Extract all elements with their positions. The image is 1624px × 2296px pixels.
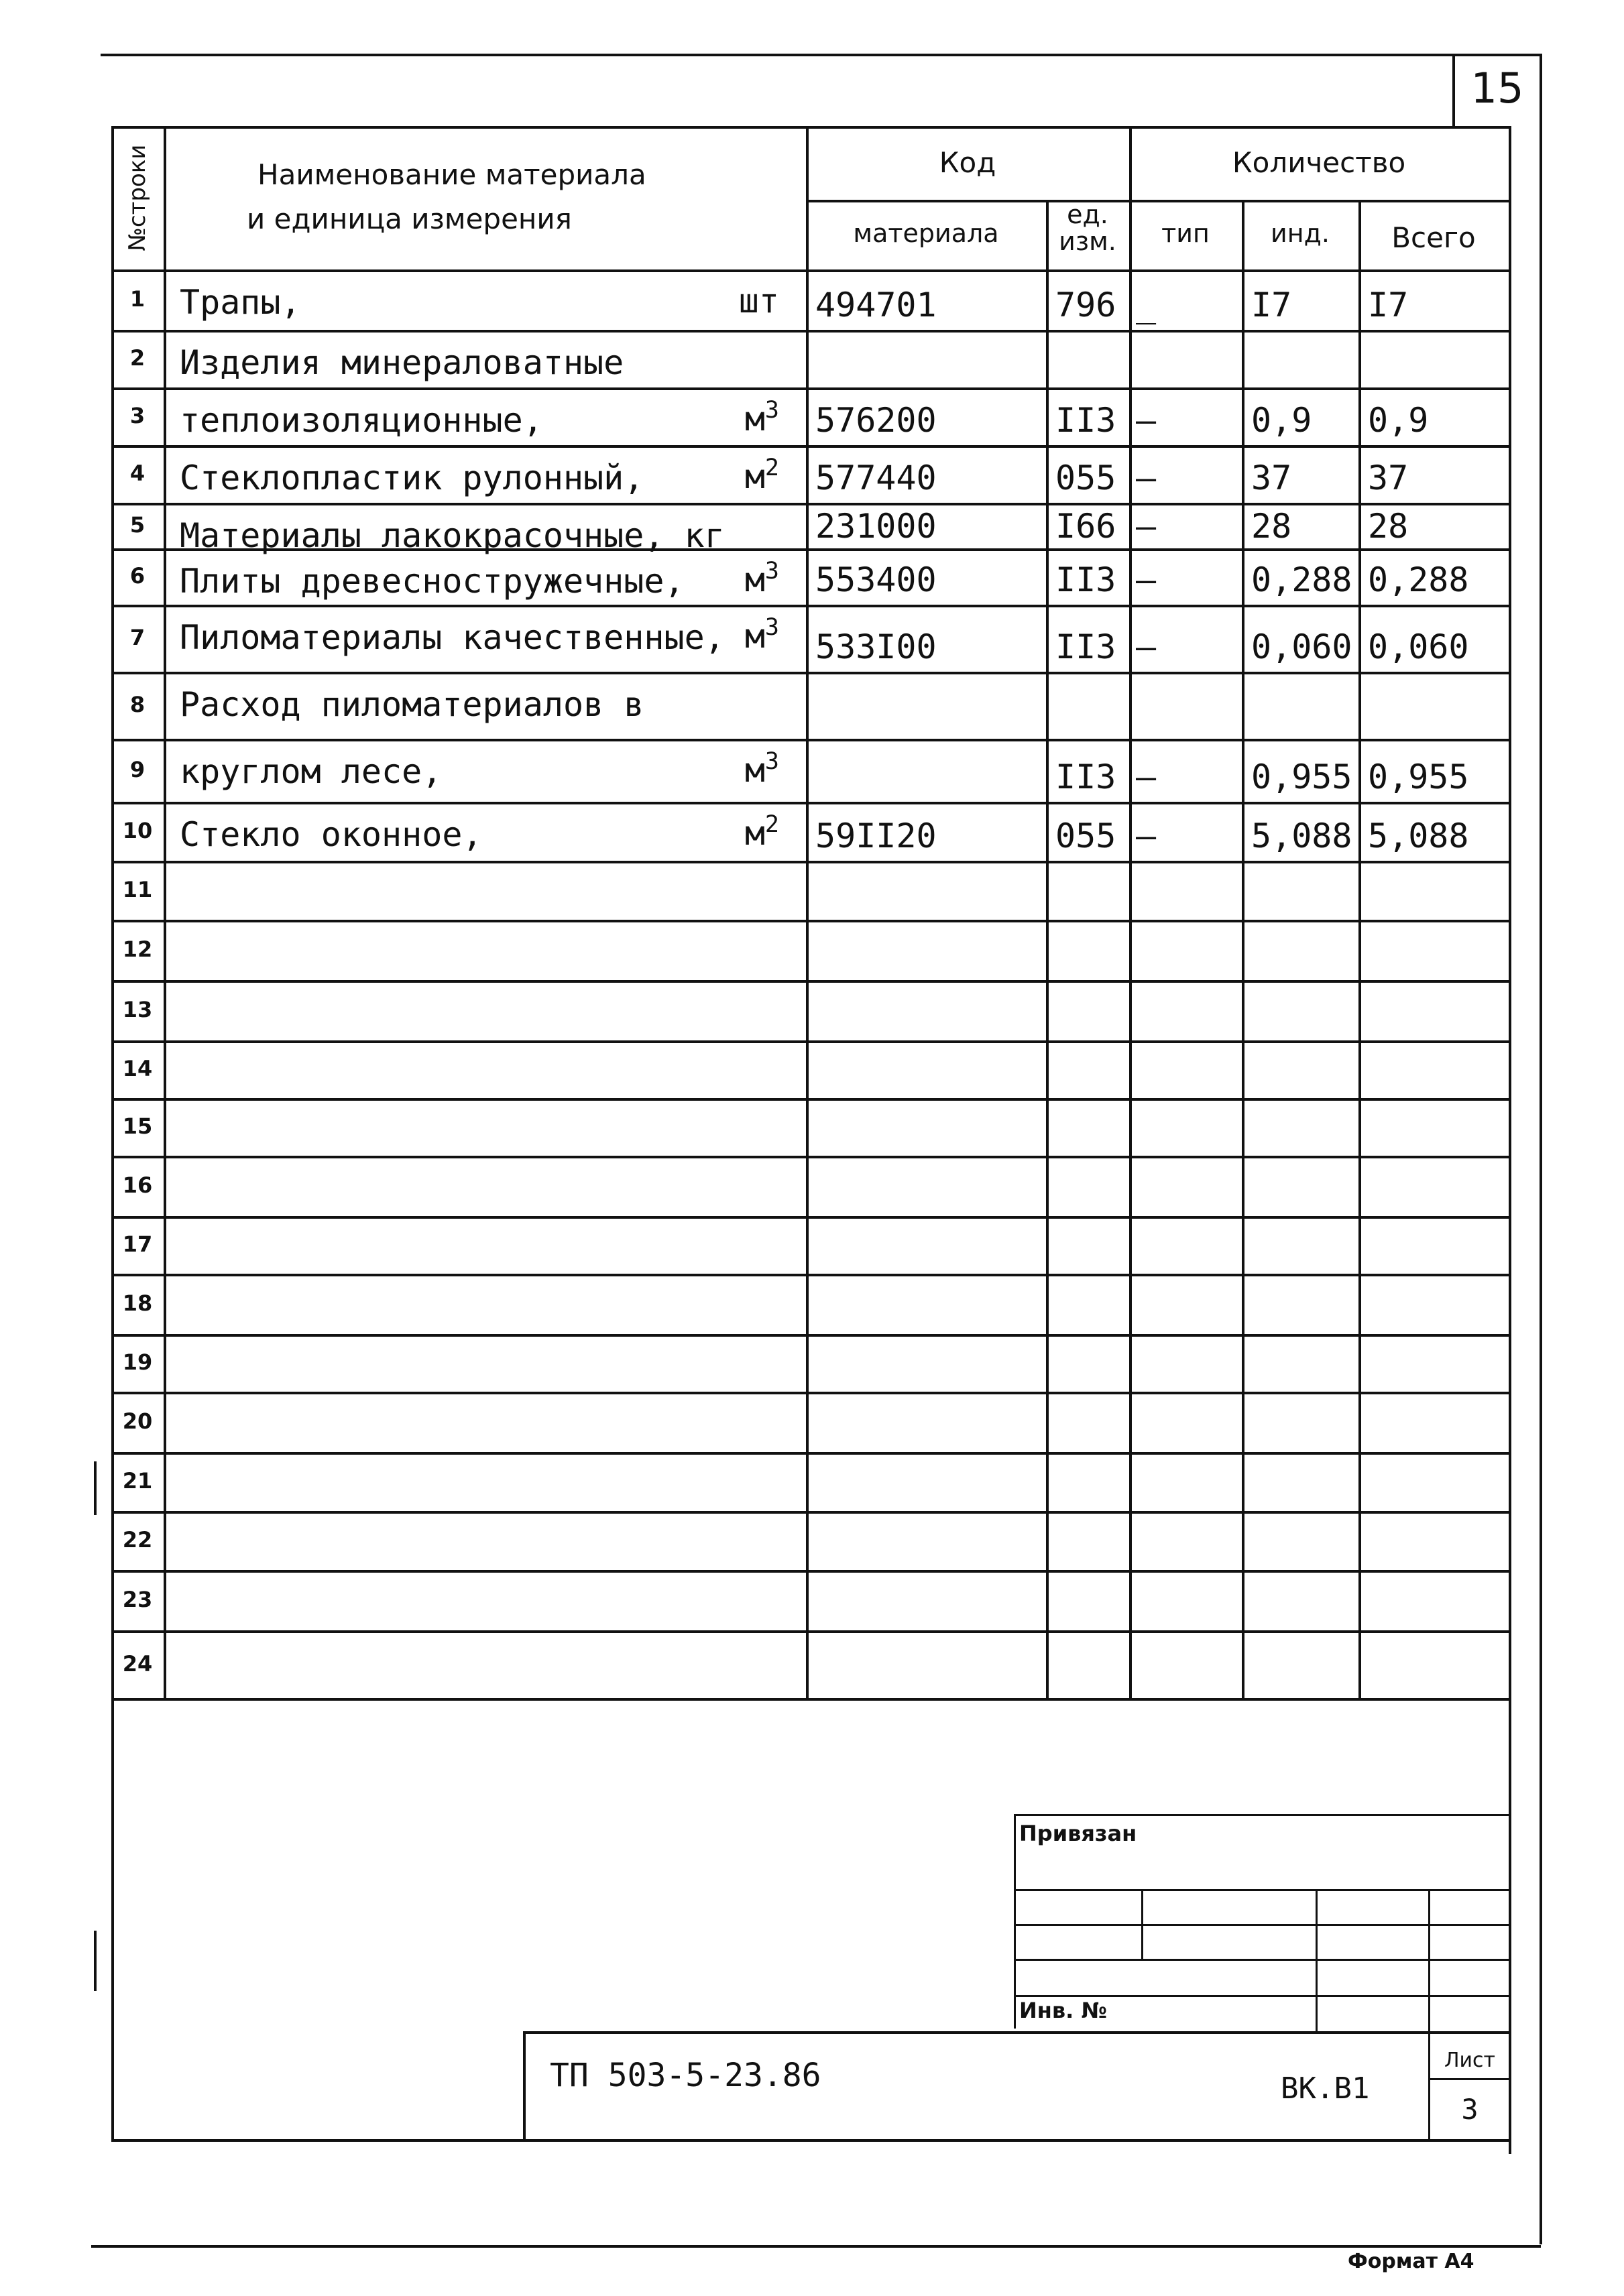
material-name-cell bbox=[164, 548, 806, 605]
unit-code: 055 bbox=[1055, 459, 1116, 497]
unit-exponent: 3 bbox=[764, 613, 779, 641]
qty-ind: 0,9 bbox=[1251, 401, 1312, 440]
row-number: 18 bbox=[122, 1290, 153, 1316]
qty-ind-header: инд. bbox=[1271, 219, 1330, 248]
unit-code: 055 bbox=[1055, 817, 1116, 855]
top-line bbox=[101, 54, 1542, 56]
material-name: круглом лесе, bbox=[180, 752, 443, 791]
material-code: 553400 bbox=[815, 560, 937, 599]
row-number: 2 bbox=[129, 345, 146, 371]
qty-ind: 5,088 bbox=[1251, 817, 1352, 855]
row-number: 3 bbox=[129, 403, 146, 428]
stamp-vline-3 bbox=[1428, 1889, 1430, 2034]
unit-base: шт bbox=[738, 282, 779, 320]
table-row bbox=[111, 330, 1510, 387]
material-name-cell bbox=[164, 387, 806, 445]
margin-tick-1 bbox=[94, 1461, 97, 1515]
sheet-box-mid bbox=[1428, 2078, 1509, 2080]
unit-exponent: 2 bbox=[764, 454, 779, 481]
unit-exponent: 3 bbox=[764, 747, 779, 775]
table-row bbox=[111, 1630, 1510, 1698]
material-name-cell bbox=[164, 1156, 806, 1216]
title-block-left bbox=[523, 2031, 526, 2140]
unit-base: м bbox=[744, 457, 765, 496]
table-row bbox=[111, 920, 1510, 980]
row-number: 12 bbox=[122, 936, 153, 962]
qty-total: 5,088 bbox=[1368, 817, 1469, 855]
material-code: 576200 bbox=[815, 401, 937, 440]
qty-total: 0,060 bbox=[1368, 627, 1469, 666]
sheet-label: Лист bbox=[1444, 2049, 1496, 2072]
outer-bottom-line bbox=[91, 2245, 1541, 2248]
material-code: 59II20 bbox=[815, 817, 937, 855]
material-unit bbox=[744, 454, 779, 496]
material-name: Трапы, bbox=[180, 283, 301, 322]
stamp-vline-2 bbox=[1316, 1889, 1318, 2034]
stamp-line-5 bbox=[1014, 1995, 1510, 1997]
qty-ind: 0,288 bbox=[1251, 560, 1352, 599]
material-name-cell bbox=[164, 920, 806, 980]
material-unit bbox=[744, 747, 779, 790]
table-row bbox=[111, 1274, 1510, 1334]
qty-type: – bbox=[1136, 627, 1157, 666]
material-name-cell bbox=[164, 1098, 806, 1156]
row-number: 9 bbox=[129, 757, 146, 782]
material-name-cell bbox=[164, 269, 806, 330]
row-number: 6 bbox=[129, 563, 146, 589]
material-code: 533I00 bbox=[815, 627, 937, 666]
title-block-top bbox=[523, 2031, 1510, 2034]
table-row bbox=[111, 445, 1510, 503]
row-number: 14 bbox=[122, 1056, 153, 1081]
qty-type: – bbox=[1136, 507, 1157, 546]
row-number: 15 bbox=[122, 1113, 153, 1139]
qty-type-header: тип bbox=[1161, 219, 1210, 248]
material-name-cell bbox=[164, 503, 806, 555]
material-name-cell bbox=[164, 1570, 806, 1630]
table-row bbox=[111, 1040, 1510, 1098]
unit-base: м bbox=[744, 617, 765, 656]
unit-exponent: 3 bbox=[764, 557, 779, 585]
qty-ind: 0,955 bbox=[1251, 758, 1352, 796]
material-name-cell bbox=[164, 1452, 806, 1511]
code-unit-line2: изм. bbox=[1059, 227, 1116, 256]
document-code: ТП 503-5-23.86 bbox=[550, 2057, 821, 2094]
material-name-cell bbox=[164, 1511, 806, 1570]
margin-tick-2 bbox=[94, 1931, 97, 1991]
stamp-line-4 bbox=[1014, 1959, 1510, 1961]
table-bottom-line bbox=[111, 1698, 1510, 1701]
unit-exponent: 3 bbox=[764, 396, 779, 424]
material-name: Изделия минераловатные bbox=[180, 343, 624, 382]
header-mid-line bbox=[806, 200, 1510, 202]
unit-base: м bbox=[744, 400, 765, 438]
qty-type: – bbox=[1136, 560, 1157, 599]
row-number: 21 bbox=[122, 1468, 153, 1494]
qty-total: 28 bbox=[1368, 507, 1409, 546]
row-number: 22 bbox=[122, 1527, 153, 1553]
material-name-cell bbox=[164, 739, 806, 802]
table-row bbox=[111, 387, 1510, 445]
code-header: Код bbox=[939, 146, 996, 179]
code-material-header: материала bbox=[853, 219, 999, 248]
material-name-cell bbox=[164, 980, 806, 1040]
material-name-cell bbox=[164, 1274, 806, 1334]
qty-type: – bbox=[1136, 459, 1157, 497]
row-number: 19 bbox=[122, 1349, 153, 1375]
qty-total: I7 bbox=[1368, 286, 1409, 324]
table-row bbox=[111, 605, 1510, 672]
inv-no-label: Инв. № bbox=[1019, 1998, 1107, 2023]
row-number: 8 bbox=[129, 692, 146, 717]
table-row bbox=[111, 503, 1510, 555]
material-name: Стеклопластик рулонный, bbox=[180, 459, 644, 497]
material-name: теплоизоляционные, bbox=[180, 401, 543, 440]
unit-code: I66 bbox=[1055, 507, 1116, 546]
unit-code: II3 bbox=[1055, 560, 1116, 599]
qty-ind: 28 bbox=[1251, 507, 1292, 546]
qty-total-header: Всего bbox=[1391, 221, 1476, 254]
material-name-cell bbox=[164, 672, 806, 739]
row-number: 17 bbox=[122, 1231, 153, 1257]
table-top-border bbox=[111, 126, 1510, 129]
material-name: Плиты древесностружечные, bbox=[180, 562, 685, 601]
table-row bbox=[111, 548, 1510, 605]
qty-type: _ bbox=[1136, 286, 1157, 324]
material-unit bbox=[744, 613, 779, 656]
unit-base: м bbox=[744, 814, 765, 853]
qty-total: 37 bbox=[1368, 459, 1409, 497]
row-number: 16 bbox=[122, 1172, 153, 1198]
unit-code: 796 bbox=[1055, 286, 1116, 324]
code-unit-header bbox=[1046, 201, 1129, 255]
material-unit bbox=[744, 396, 779, 438]
qty-ind: I7 bbox=[1251, 286, 1292, 324]
table-row bbox=[111, 1452, 1510, 1511]
unit-code: II3 bbox=[1055, 401, 1116, 440]
material-code: 494701 bbox=[815, 286, 937, 324]
qty-type: – bbox=[1136, 401, 1157, 440]
table-row bbox=[111, 980, 1510, 1040]
unit-base: м bbox=[744, 560, 765, 599]
table-row bbox=[111, 1334, 1510, 1392]
material-name: Расход пиломатериалов в bbox=[180, 685, 644, 724]
row-number: 1 bbox=[129, 286, 146, 312]
table-row bbox=[111, 1216, 1510, 1274]
qty-type: – bbox=[1136, 817, 1157, 855]
unit-exponent: 2 bbox=[764, 810, 779, 838]
material-name-cell bbox=[164, 330, 806, 387]
material-name-cell bbox=[164, 1216, 806, 1274]
privyazan-label: Привязан bbox=[1019, 1821, 1137, 1846]
qty-total: 0,288 bbox=[1368, 560, 1469, 599]
material-name-cell bbox=[164, 445, 806, 503]
row-number: 23 bbox=[122, 1587, 153, 1612]
material-name-cell bbox=[164, 861, 806, 920]
table-row bbox=[111, 861, 1510, 920]
material-name-cell bbox=[164, 1392, 806, 1452]
material-name-cell bbox=[164, 1040, 806, 1098]
material-unit bbox=[744, 810, 779, 853]
material-unit bbox=[739, 282, 779, 320]
stamp-vline-1 bbox=[1141, 1889, 1143, 1959]
row-number: 4 bbox=[129, 461, 146, 486]
qty-type: – bbox=[1136, 758, 1157, 796]
material-name-cell bbox=[164, 1630, 806, 1698]
unit-code: II3 bbox=[1055, 758, 1116, 796]
table-row bbox=[111, 802, 1510, 861]
sheet-box-left bbox=[1428, 2031, 1430, 2140]
page-number: 15 bbox=[1470, 64, 1524, 113]
table-row bbox=[111, 1098, 1510, 1156]
material-name-cell bbox=[164, 605, 806, 672]
row-number: 11 bbox=[122, 877, 153, 902]
frame-bottom bbox=[111, 2139, 1510, 2142]
stamp-top-line bbox=[1014, 1814, 1510, 1816]
table-row bbox=[111, 269, 1510, 330]
material-name: Пиломатериалы качественные, bbox=[180, 618, 725, 657]
table-row bbox=[111, 1511, 1510, 1570]
page-number-box-right bbox=[1540, 54, 1542, 126]
quantity-header: Количество bbox=[1232, 146, 1406, 179]
table-row bbox=[111, 672, 1510, 739]
qty-ind: 37 bbox=[1251, 459, 1292, 497]
frame-right-outer bbox=[1540, 126, 1542, 2244]
table-row bbox=[111, 739, 1510, 802]
qty-ind: 0,060 bbox=[1251, 627, 1352, 666]
code-unit-line1: ед. bbox=[1067, 200, 1108, 229]
material-code: 577440 bbox=[815, 459, 937, 497]
row-number: 10 bbox=[122, 818, 153, 843]
qty-total: 0,9 bbox=[1368, 401, 1429, 440]
unit-base: м bbox=[744, 751, 765, 790]
table-row bbox=[111, 1156, 1510, 1216]
table-row bbox=[111, 1392, 1510, 1452]
row-number: 5 bbox=[129, 512, 146, 538]
material-name: Стекло оконное, bbox=[180, 815, 483, 854]
name-header: Наименование материала bbox=[257, 158, 646, 191]
name-header-line2: и единица измерения bbox=[247, 202, 572, 235]
qty-total: 0,955 bbox=[1368, 758, 1469, 796]
material-unit bbox=[744, 557, 779, 599]
stamp-line-2 bbox=[1014, 1889, 1510, 1891]
row-number: 7 bbox=[129, 625, 146, 650]
unit-code: II3 bbox=[1055, 627, 1116, 666]
stamp-line-3 bbox=[1014, 1924, 1510, 1926]
sheet-value: 3 bbox=[1461, 2093, 1478, 2126]
material-code: 231000 bbox=[815, 507, 937, 546]
material-name: Материалы лакокрасочные, кг bbox=[180, 516, 725, 555]
material-name-cell bbox=[164, 1334, 806, 1392]
table-row bbox=[111, 1570, 1510, 1630]
material-name-cell bbox=[164, 802, 806, 861]
row-number: 13 bbox=[122, 997, 153, 1022]
format-label: Формат А4 bbox=[1348, 2250, 1474, 2273]
row-number-header: №строки bbox=[124, 144, 151, 251]
row-number: 20 bbox=[122, 1408, 153, 1434]
section-code: ВК.В1 bbox=[1281, 2071, 1370, 2106]
row-number: 24 bbox=[122, 1651, 153, 1677]
